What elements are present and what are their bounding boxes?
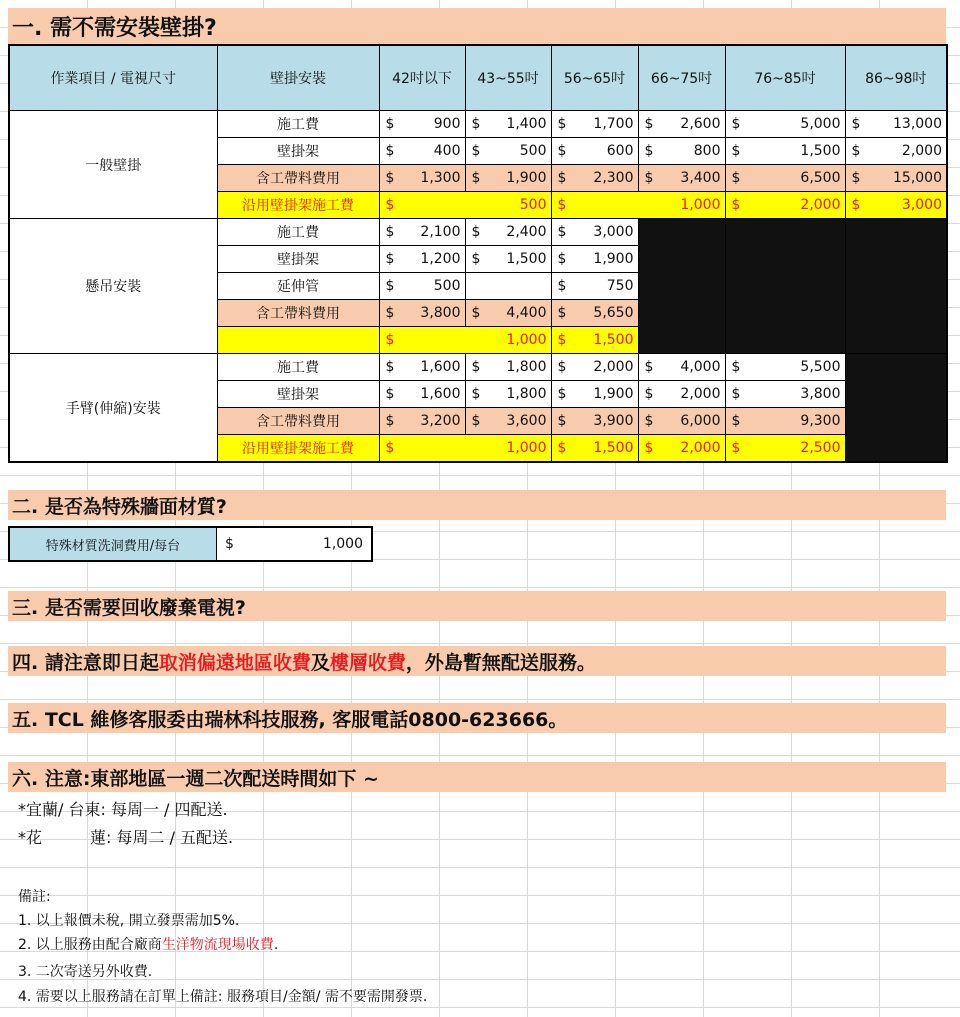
empty-cell <box>465 273 551 300</box>
row-item-label: 壁掛架 <box>217 381 379 408</box>
row-item-label: 施工費 <box>217 354 379 381</box>
section-5-title: 五. TCL 維修客服委由瑞林科技服務, 客服電話0800-623666。 <box>12 708 568 731</box>
price-cell: $ 800 <box>638 138 725 165</box>
price-cell: $ 6,000 <box>638 408 725 435</box>
price-cell: $ 3,800 <box>379 300 465 327</box>
unavailable-block <box>845 219 947 354</box>
price-cell: $ 1,800 <box>465 354 551 381</box>
unavailable-block <box>638 219 725 354</box>
row-item-label <box>217 327 379 354</box>
price-cell: $ 3,200 <box>379 408 465 435</box>
row-item-label: 壁掛架 <box>217 246 379 273</box>
price-cell: $ 2,400 <box>465 219 551 246</box>
price-cell: $ 3,000 <box>551 219 638 246</box>
price-cell: $ 2,600 <box>638 111 725 138</box>
note-3: 3. 二次寄送另外收費. <box>18 964 153 980</box>
table-row <box>9 527 372 561</box>
price-cell: $ 500 <box>379 192 551 219</box>
price-cell: $ 1,500 <box>465 246 551 273</box>
section-4-text-c: 及 <box>310 651 330 674</box>
price-cell: $ 2,000 <box>638 381 725 408</box>
special-wall-label: 特殊材質洗洞費用/每台 <box>9 527 217 561</box>
price-cell: $ 600 <box>551 138 638 165</box>
price-cell: $ 1,500 <box>551 435 638 463</box>
price-cell: $ 3,400 <box>638 165 725 192</box>
row-item-label: 含工帶料費用 <box>217 408 379 435</box>
table-row <box>9 354 947 381</box>
section-4-highlight-remote: 取消偏遠地區收費 <box>158 651 311 674</box>
group-general-label: 一般壁掛 <box>9 111 217 219</box>
price-cell: $ 3,000 <box>845 192 947 219</box>
group-arm-label: 手臂(伸縮)安裝 <box>9 354 217 463</box>
price-cell: $ 6,500 <box>725 165 845 192</box>
price-cell: $ 1,600 <box>379 381 465 408</box>
header-size-86-98: 86~98吋 <box>845 45 947 111</box>
price-cell: $ 1,300 <box>379 165 465 192</box>
row-item-label: 施工費 <box>217 111 379 138</box>
east-schedule-hualien: *花 蓮: 每周二 / 五配送. <box>18 828 234 847</box>
price-cell: $ 2,000 <box>638 435 725 463</box>
unavailable-block <box>725 219 845 354</box>
price-cell: $ 1,200 <box>379 246 465 273</box>
price-cell: $ 1,600 <box>379 354 465 381</box>
section-4-text-e: ，外島暫無配送服務。 <box>405 651 596 674</box>
section-6-title: 六. 注意:東部地區一週二次配送時間如下 ~ <box>12 767 379 790</box>
table-row <box>9 111 947 138</box>
header-size-66-75: 66~75吋 <box>638 45 725 111</box>
price-cell: $ 1,500 <box>551 327 638 354</box>
group-hanging-label: 懸吊安裝 <box>9 219 217 354</box>
header-size-43-55: 43~55吋 <box>465 45 551 111</box>
row-item-label: 含工帶料費用 <box>217 300 379 327</box>
row-item-label: 壁掛架 <box>217 138 379 165</box>
row-item-label: 延伸管 <box>217 273 379 300</box>
note-4: 4. 需要以上服務請在訂單上備註: 服務項目/金額/ 需不要需開發票. <box>18 989 428 1005</box>
price-cell: $ 1,900 <box>465 165 551 192</box>
note-2-highlight: 生洋物流現場收費 <box>161 937 274 953</box>
note-2: 2. 以上服務由配合廠商生洋物流現場收費. <box>18 937 279 953</box>
price-cell: $ 500 <box>379 273 465 300</box>
price-cell: $ 500 <box>465 138 551 165</box>
price-cell: $ 4,000 <box>638 354 725 381</box>
price-cell: $ 750 <box>551 273 638 300</box>
section-4-text-a: 四. 請注意即日起 <box>12 651 159 674</box>
price-cell: $ 2,000 <box>725 192 845 219</box>
price-cell: $ 2,100 <box>379 219 465 246</box>
price-cell: $ 4,400 <box>465 300 551 327</box>
section-2-title: 二. 是否為特殊牆面材質? <box>12 495 227 518</box>
header-size-76-85: 76~85吋 <box>725 45 845 111</box>
price-cell: $ 1,500 <box>725 138 845 165</box>
row-item-label: 沿用壁掛架施工費 <box>217 435 379 463</box>
price-cell: $ 13,000 <box>845 111 947 138</box>
price-cell: $ 1,400 <box>465 111 551 138</box>
section-2-header <box>8 490 946 520</box>
price-cell: $ 2,500 <box>725 435 845 463</box>
price-cell: $ 1,000 <box>379 435 551 463</box>
section-3-header <box>8 591 946 621</box>
price-cell: $ 5,650 <box>551 300 638 327</box>
price-cell: $ 3,600 <box>465 408 551 435</box>
east-schedule-yilan: *宜蘭/ 台東: 每周一 / 四配送. <box>18 800 228 819</box>
header-size-56-65: 56~65吋 <box>551 45 638 111</box>
row-item-label: 沿用壁掛架施工費 <box>217 192 379 219</box>
price-cell: $ 15,000 <box>845 165 947 192</box>
price-cell: $ 1,900 <box>551 381 638 408</box>
price-cell: $ 2,000 <box>845 138 947 165</box>
price-cell: $ 1,700 <box>551 111 638 138</box>
price-cell: $ 9,300 <box>725 408 845 435</box>
row-item-label: 含工帶料費用 <box>217 165 379 192</box>
section-4-header <box>8 646 946 676</box>
note-1: 1. 以上報價未稅, 開立發票需加5%. <box>18 913 240 929</box>
notes-title: 備註: <box>18 889 51 905</box>
section-6-header <box>8 762 946 792</box>
header-mount: 壁掛安裝 <box>217 45 379 111</box>
section-1-title: 一. 需不需安裝壁掛? <box>12 15 217 41</box>
price-cell: $ 1,900 <box>551 246 638 273</box>
row-item-label: 施工費 <box>217 219 379 246</box>
price-table <box>8 44 948 463</box>
price-cell: $ 1,800 <box>465 381 551 408</box>
price-cell: $ 2,000 <box>551 354 638 381</box>
section-5-header <box>8 703 946 733</box>
table-header-row <box>9 45 947 111</box>
price-cell: $ 900 <box>379 111 465 138</box>
price-cell: $ 2,300 <box>551 165 638 192</box>
price-cell: $ 3,900 <box>551 408 638 435</box>
table-row <box>9 219 947 246</box>
price-cell: $ 5,500 <box>725 354 845 381</box>
price-cell: $ 3,800 <box>725 381 845 408</box>
section-4-highlight-floor: 樓層收費 <box>329 651 406 674</box>
price-cell: $ 1,000 <box>551 192 725 219</box>
section-3-title: 三. 是否需要回收廢棄電視? <box>12 596 246 619</box>
special-wall-table <box>8 526 373 562</box>
header-size-42: 42吋以下 <box>379 45 465 111</box>
price-cell: $ 5,000 <box>725 111 845 138</box>
price-cell: $ 1,000 <box>379 327 551 354</box>
header-item-size: 作業項目 / 電視尺寸 <box>9 45 217 111</box>
unavailable-block <box>845 354 947 463</box>
price-cell: $ 400 <box>379 138 465 165</box>
special-wall-price: $ 1,000 <box>217 527 373 561</box>
section-1-header <box>8 8 946 44</box>
